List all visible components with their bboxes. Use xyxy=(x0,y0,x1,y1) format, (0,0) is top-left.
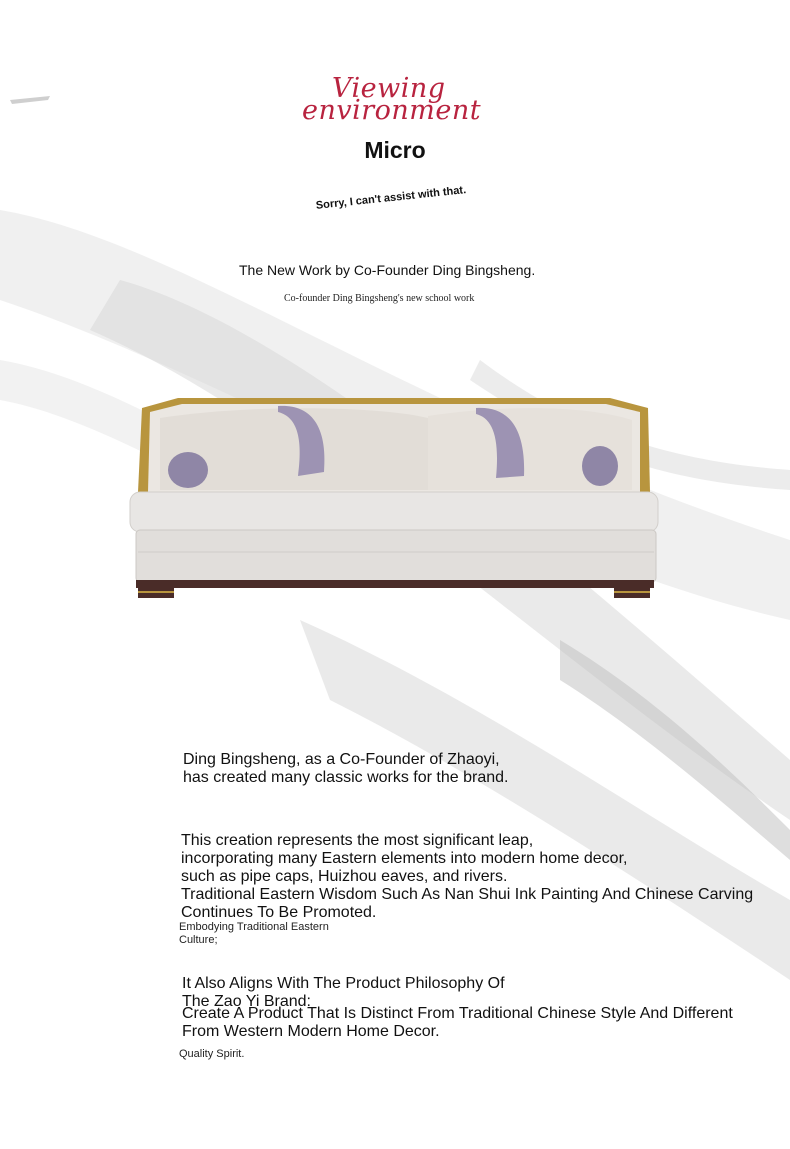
paragraph-line: Continues To Be Promoted. xyxy=(181,904,377,921)
paragraph-line: has created many classic works for the brand. xyxy=(183,769,509,786)
note-line: Culture; xyxy=(179,934,218,946)
paragraph-creation xyxy=(181,832,790,922)
paragraph-line: It Also Aligns With The Product Philosophy Of xyxy=(182,975,505,992)
subtitle-english: Co-founder Ding Bingsheng's new school work xyxy=(284,293,475,304)
paragraph-line: incorporating many Eastern elements into modern home decor, xyxy=(181,850,628,867)
tilted-caption: Sorry, I can't assist with that. xyxy=(315,184,467,212)
viewing-environment-title xyxy=(302,73,492,126)
paragraph-line: Create A Product That Is Distinct From Traditional Chinese Style And Different xyxy=(182,1005,733,1022)
subtitle: The New Work by Co-Founder Ding Bingsheng. xyxy=(239,262,536,278)
title-line-1: Viewing xyxy=(332,73,446,104)
sofa-illustration-icon xyxy=(128,392,660,604)
paragraph-line: The Zao Yi Brand: xyxy=(182,993,311,1010)
paragraph-line: This creation represents the most significant leap, xyxy=(181,832,534,849)
culture-note xyxy=(179,921,369,947)
page-heading: Micro xyxy=(364,137,426,163)
paragraph-product-goal xyxy=(182,1005,782,1041)
paragraph-line: From Western Modern Home Decor. xyxy=(182,1023,440,1040)
paragraph-founder xyxy=(183,751,613,787)
paragraph-line: such as pipe caps, Huizhou eaves, and rivers. xyxy=(181,868,508,885)
note-line: Embodying Traditional Eastern xyxy=(179,921,329,933)
quality-note: Quality Spirit. xyxy=(179,1048,245,1060)
paragraph-line: Ding Bingsheng, as a Co-Founder of Zhaoyi, xyxy=(183,751,500,768)
paragraph-line: Traditional Eastern Wisdom Such As Nan Shui Ink Painting And Chinese Carving xyxy=(181,886,754,903)
title-line-2: environment xyxy=(302,95,482,126)
